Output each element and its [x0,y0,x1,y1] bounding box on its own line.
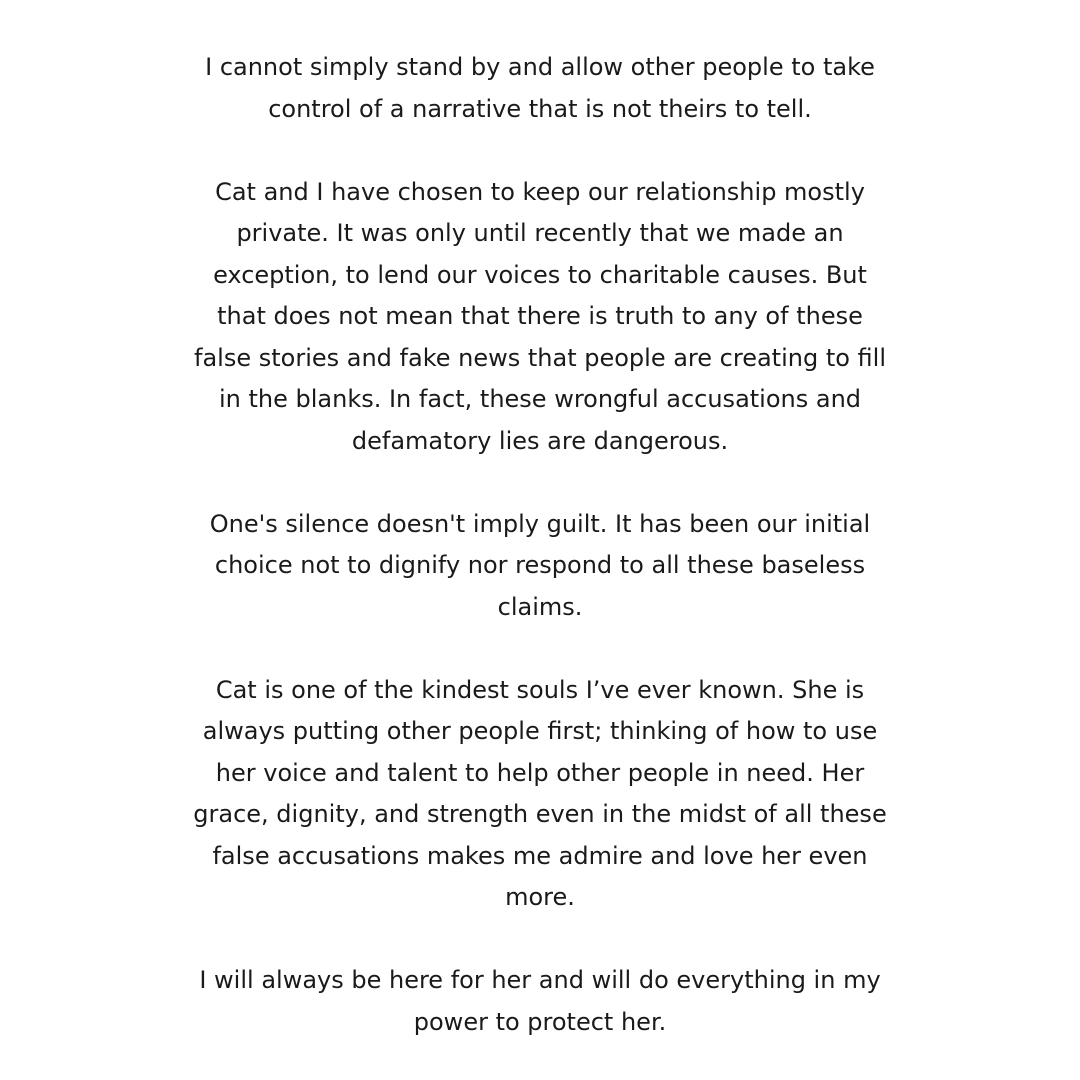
text-line: more. [505,883,575,911]
text-line: false stories and fake news that people are creating to fill [194,343,886,372]
text-line: power to protect her. [413,1007,667,1036]
text-line: false accusations makes me admire and love her even [212,841,868,870]
text-line: private. It was only until recently that we made an [236,219,844,247]
statement-paragraph-1 [150,47,930,130]
text-line: grace, dignity, and strength even in the midst of all these [193,800,887,828]
text-line: in the blanks. In fact, these wrongful accusations and [218,385,862,413]
statement-paragraph-4 [150,670,930,919]
statement-paragraph-3 [150,504,930,629]
text-line: Cat is one of the kindest souls I’ve ever known. She is [215,675,865,704]
text-line: that does not mean that there is truth to any of these [217,302,863,330]
text-line: her voice and talent to help other people in need. Her [215,758,865,787]
text-line: defamatory lies are dangerous. [351,426,729,455]
text-line: Cat and I have chosen to keep our relationship mostly [215,177,865,206]
text-line: exception, to lend our voices to charitable causes. But [213,260,867,289]
text-line: I will always be here for her and will do everything in my [199,966,881,994]
statement-paragraph-2 [150,172,930,463]
text-line: I cannot simply stand by and allow other people to take [205,53,875,81]
text-line: claims. [497,592,583,621]
text-line: control of a narrative that is not theirs to tell. [268,94,812,123]
statement-paragraph-5 [150,960,930,1043]
text-line: One's silence doesn't imply guilt. It has been our initial [209,509,871,538]
statement-text-block [150,47,930,1043]
text-line: choice not to dignify nor respond to all these baseless [214,551,866,579]
text-line: always putting other people first; thinking of how to use [202,717,878,745]
